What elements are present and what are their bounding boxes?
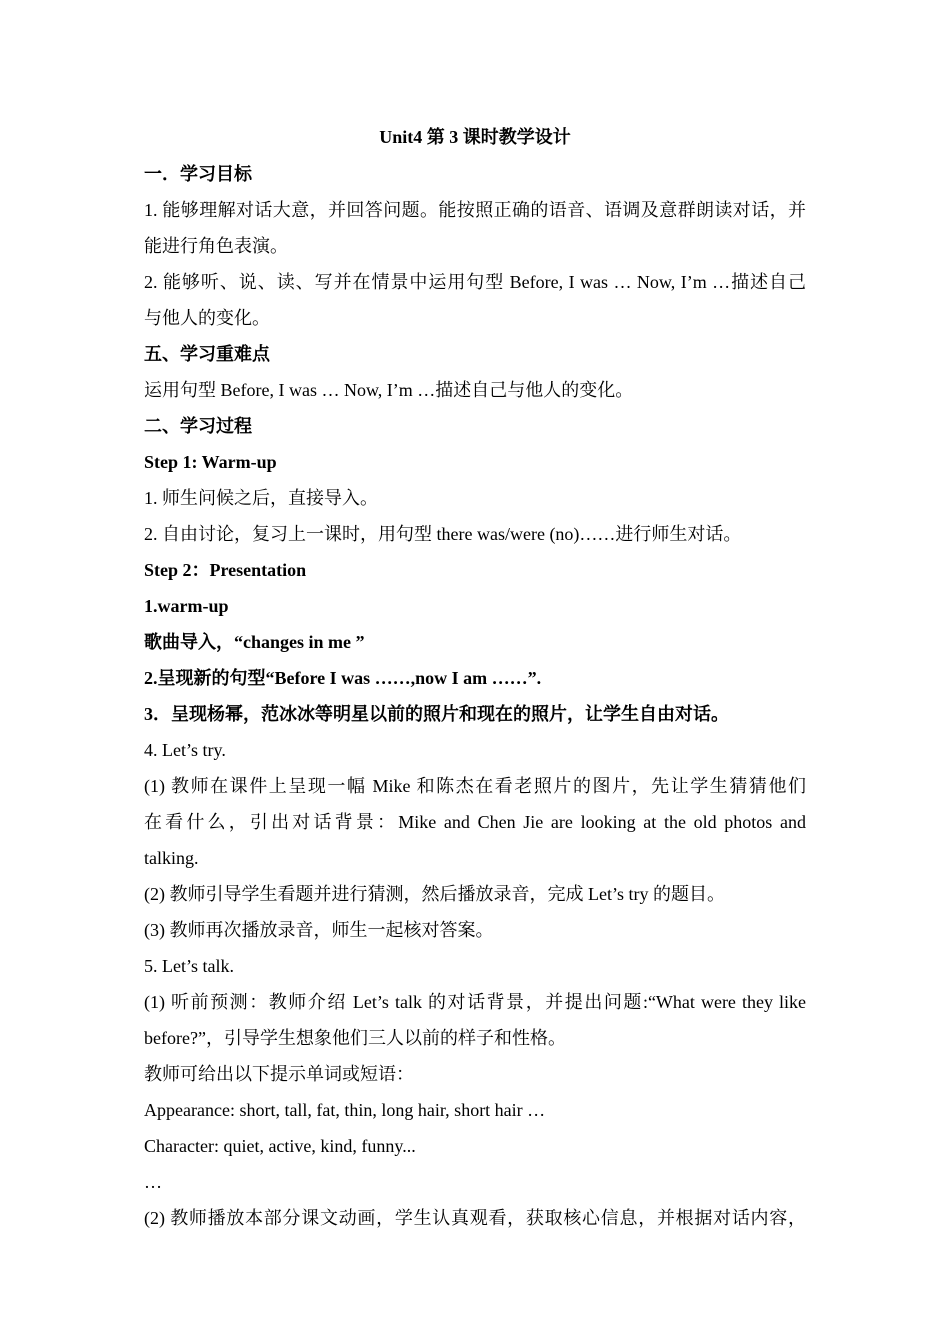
- document-heading-line: 2.呈现新的句型“Before I was ……,now I am ……”.: [144, 668, 542, 688]
- document-paragraph-line: (3) 教师再次播放录音，师生一起核对答案。: [144, 920, 494, 940]
- document-paragraph-line: 2. 能够听、说、读、写并在情景中运用句型 Before, I was … Now, I’m …描述自己: [144, 272, 806, 292]
- document-heading-line: Step 1: Warm-up: [144, 452, 277, 472]
- document-paragraph-line: before?”，引导学生想象他们三人以前的样子和性格。: [144, 1028, 566, 1048]
- document-paragraph-line: (2) 教师播放本部分课文动画，学生认真观看，获取核心信息，并根据对话内容，: [144, 1208, 806, 1228]
- document-heading-line: Step 2：Presentation: [144, 560, 307, 580]
- document-paragraph-line: Appearance: short, tall, fat, thin, long hair, short hair …: [144, 1100, 546, 1120]
- document-heading-line: 3．呈现杨幂，范冰冰等明星以前的照片和现在的照片，让学生自由对话。: [144, 704, 729, 724]
- document-paragraph-line: …: [144, 1172, 162, 1192]
- document-paragraph-line: 1. 能够理解对话大意，并回答问题。能按照正确的语音、语调及意群朗读对话，并: [144, 200, 806, 220]
- document-paragraph-line: 在看什么，引出对话背景：Mike and Chen Jie are looking at the old photos and: [144, 812, 806, 832]
- document-paragraph-line: 5. Let’s talk.: [144, 956, 234, 976]
- document-paragraph-line: 1. 师生问候之后，直接导入。: [144, 488, 378, 508]
- document-heading-line: 二、学习过程: [144, 416, 252, 436]
- document-paragraph-line: 与他人的变化。: [144, 308, 270, 328]
- document-heading-line: 一．学习目标: [144, 164, 252, 184]
- document-paragraph-line: talking.: [144, 848, 199, 868]
- document-body: [144, 156, 806, 1236]
- document-paragraph-line: 4. Let’s try.: [144, 740, 226, 760]
- document-heading-line: 五、学习重难点: [144, 344, 270, 364]
- document-title: Unit4 第 3 课时教学设计: [379, 127, 571, 147]
- document-paragraph-line: 能进行角色表演。: [144, 236, 288, 256]
- document-heading-line: 歌曲导入，“changes in me ”: [144, 632, 365, 652]
- document-paragraph-line: 运用句型 Before, I was … Now, I’m …描述自己与他人的变化。: [144, 380, 634, 400]
- document-paragraph-line: (1) 教师在课件上呈现一幅 Mike 和陈杰在看老照片的图片，先让学生猜猜他们: [144, 776, 806, 796]
- document-paragraph-line: Character: quiet, active, kind, funny...: [144, 1136, 416, 1156]
- document-heading-line: 1.warm-up: [144, 596, 229, 616]
- document-paragraph-line: (2) 教师引导学生看题并进行猜测，然后播放录音，完成 Let’s try 的题目。: [144, 884, 725, 904]
- document-paragraph-line: 2. 自由讨论，复习上一课时，用句型 there was/were (no)……进行师生对话。: [144, 524, 742, 544]
- document-paragraph-line: 教师可给出以下提示单词或短语：: [144, 1064, 414, 1084]
- document-paragraph-line: (1) 听前预测：教师介绍 Let’s talk 的对话背景，并提出问题:“What were they like: [144, 992, 806, 1012]
